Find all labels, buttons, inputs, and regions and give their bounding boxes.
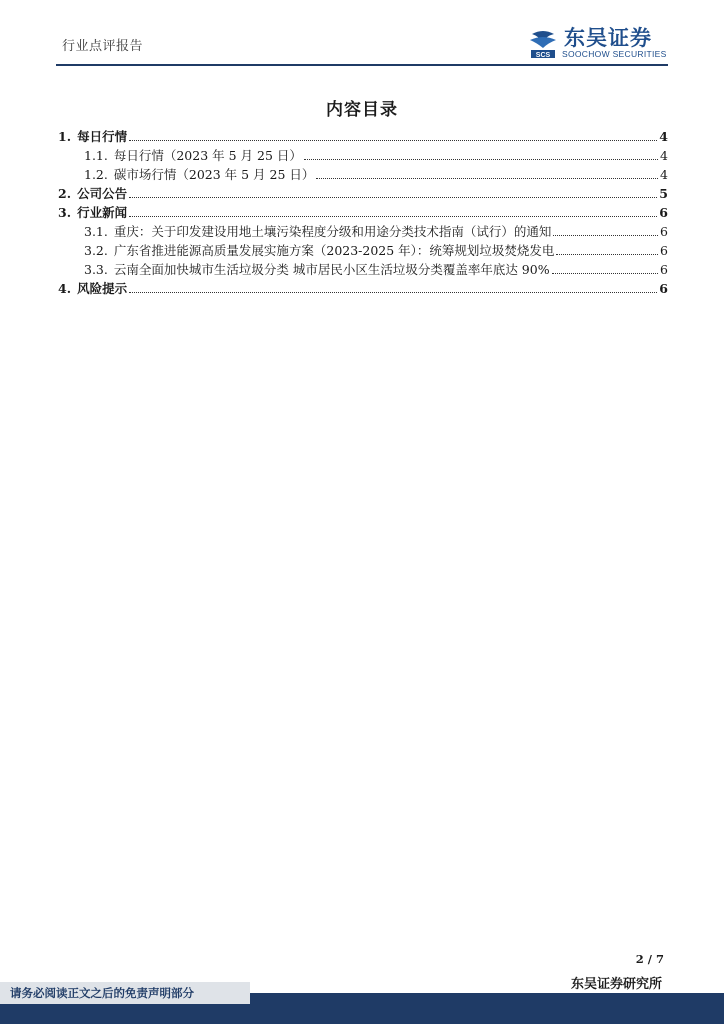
toc-entry-text: 碳市场行情（2023 年 5 月 25 日） bbox=[113, 167, 315, 182]
logo-chinese-name: 东吴证券 bbox=[564, 26, 652, 50]
toc-entry[interactable] bbox=[58, 222, 668, 241]
toc-entry[interactable] bbox=[58, 279, 668, 298]
toc-entry-text: 公司公告 bbox=[77, 186, 128, 201]
toc-entry-page: 6 bbox=[660, 243, 668, 258]
toc-entry-page: 6 bbox=[659, 205, 668, 220]
toc-entry-text: 云南全面加快城市生活垃圾分类 城市居民小区生活垃圾分类覆盖率年底达 90% bbox=[113, 262, 550, 277]
toc-leader-dots bbox=[316, 165, 658, 179]
toc-entry-text: 每日行情 bbox=[77, 129, 128, 144]
footer-organization: 东吴证券研究所 bbox=[570, 977, 662, 992]
toc-entry-text: 行业新闻 bbox=[77, 205, 128, 220]
toc-leader-dots bbox=[552, 260, 658, 274]
toc-entry-number: 1. bbox=[58, 129, 72, 144]
toc-entry[interactable] bbox=[58, 260, 668, 279]
toc-entry-page: 4 bbox=[659, 129, 668, 144]
page-number: 2 / 7 bbox=[635, 952, 664, 966]
toc-entry-number: 3.3. bbox=[84, 262, 108, 277]
toc-entry-text: 风险提示 bbox=[77, 281, 128, 296]
toc-entry-number: 1.2. bbox=[84, 167, 108, 182]
toc-title: 内容目录 bbox=[326, 100, 398, 120]
toc-entry[interactable] bbox=[58, 127, 668, 146]
toc-entry[interactable] bbox=[58, 203, 668, 222]
toc-leader-dots bbox=[129, 127, 657, 141]
toc-entry[interactable] bbox=[58, 184, 668, 203]
toc-entry-number: 4. bbox=[58, 281, 72, 296]
toc-leader-dots bbox=[553, 222, 658, 236]
toc-entry-number: 3.1. bbox=[84, 224, 108, 239]
toc-leader-dots bbox=[556, 241, 658, 255]
table-of-contents bbox=[58, 127, 668, 298]
toc-entry[interactable] bbox=[58, 146, 668, 165]
svg-text:SCS: SCS bbox=[535, 52, 551, 59]
toc-entry-number: 3.2. bbox=[84, 243, 108, 258]
toc-entry-text: 重庆：关于印发建设用地土壤污染程度分级和用途分类技术指南（试行）的通知 bbox=[113, 224, 552, 239]
toc-entry-page: 5 bbox=[659, 186, 668, 201]
toc-entry-number: 3. bbox=[58, 205, 72, 220]
soochow-logo-icon bbox=[526, 26, 560, 60]
toc-leader-dots bbox=[129, 184, 657, 198]
header-divider bbox=[56, 64, 668, 66]
toc-leader-dots bbox=[304, 146, 658, 160]
toc-entry-text: 广东省推进能源高质量发展实施方案（2023-2025 年）：统筹规划垃圾焚烧发电 bbox=[113, 243, 555, 258]
footer-bar bbox=[0, 1004, 724, 1024]
toc-leader-dots bbox=[129, 203, 657, 217]
toc-entry-text: 每日行情（2023 年 5 月 25 日） bbox=[113, 148, 302, 163]
toc-entry-number: 2. bbox=[58, 186, 72, 201]
toc-entry[interactable] bbox=[58, 241, 668, 260]
footer-accent-bar bbox=[250, 993, 724, 1004]
toc-leader-dots bbox=[129, 279, 657, 293]
toc-entry-page: 6 bbox=[660, 224, 668, 239]
toc-entry-page: 4 bbox=[660, 167, 668, 182]
logo-english-name: SOOCHOW SECURITIES bbox=[562, 49, 667, 59]
company-logo bbox=[526, 26, 676, 60]
toc-entry-number: 1.1. bbox=[84, 148, 108, 163]
toc-entry[interactable] bbox=[58, 165, 668, 184]
toc-entry-page: 6 bbox=[660, 262, 668, 277]
toc-entry-page: 4 bbox=[660, 148, 668, 163]
report-type-label: 行业点评报告 bbox=[62, 39, 144, 54]
toc-entry-page: 6 bbox=[659, 281, 668, 296]
footer-disclaimer: 请务必阅读正文之后的免责声明部分 bbox=[0, 982, 250, 1004]
